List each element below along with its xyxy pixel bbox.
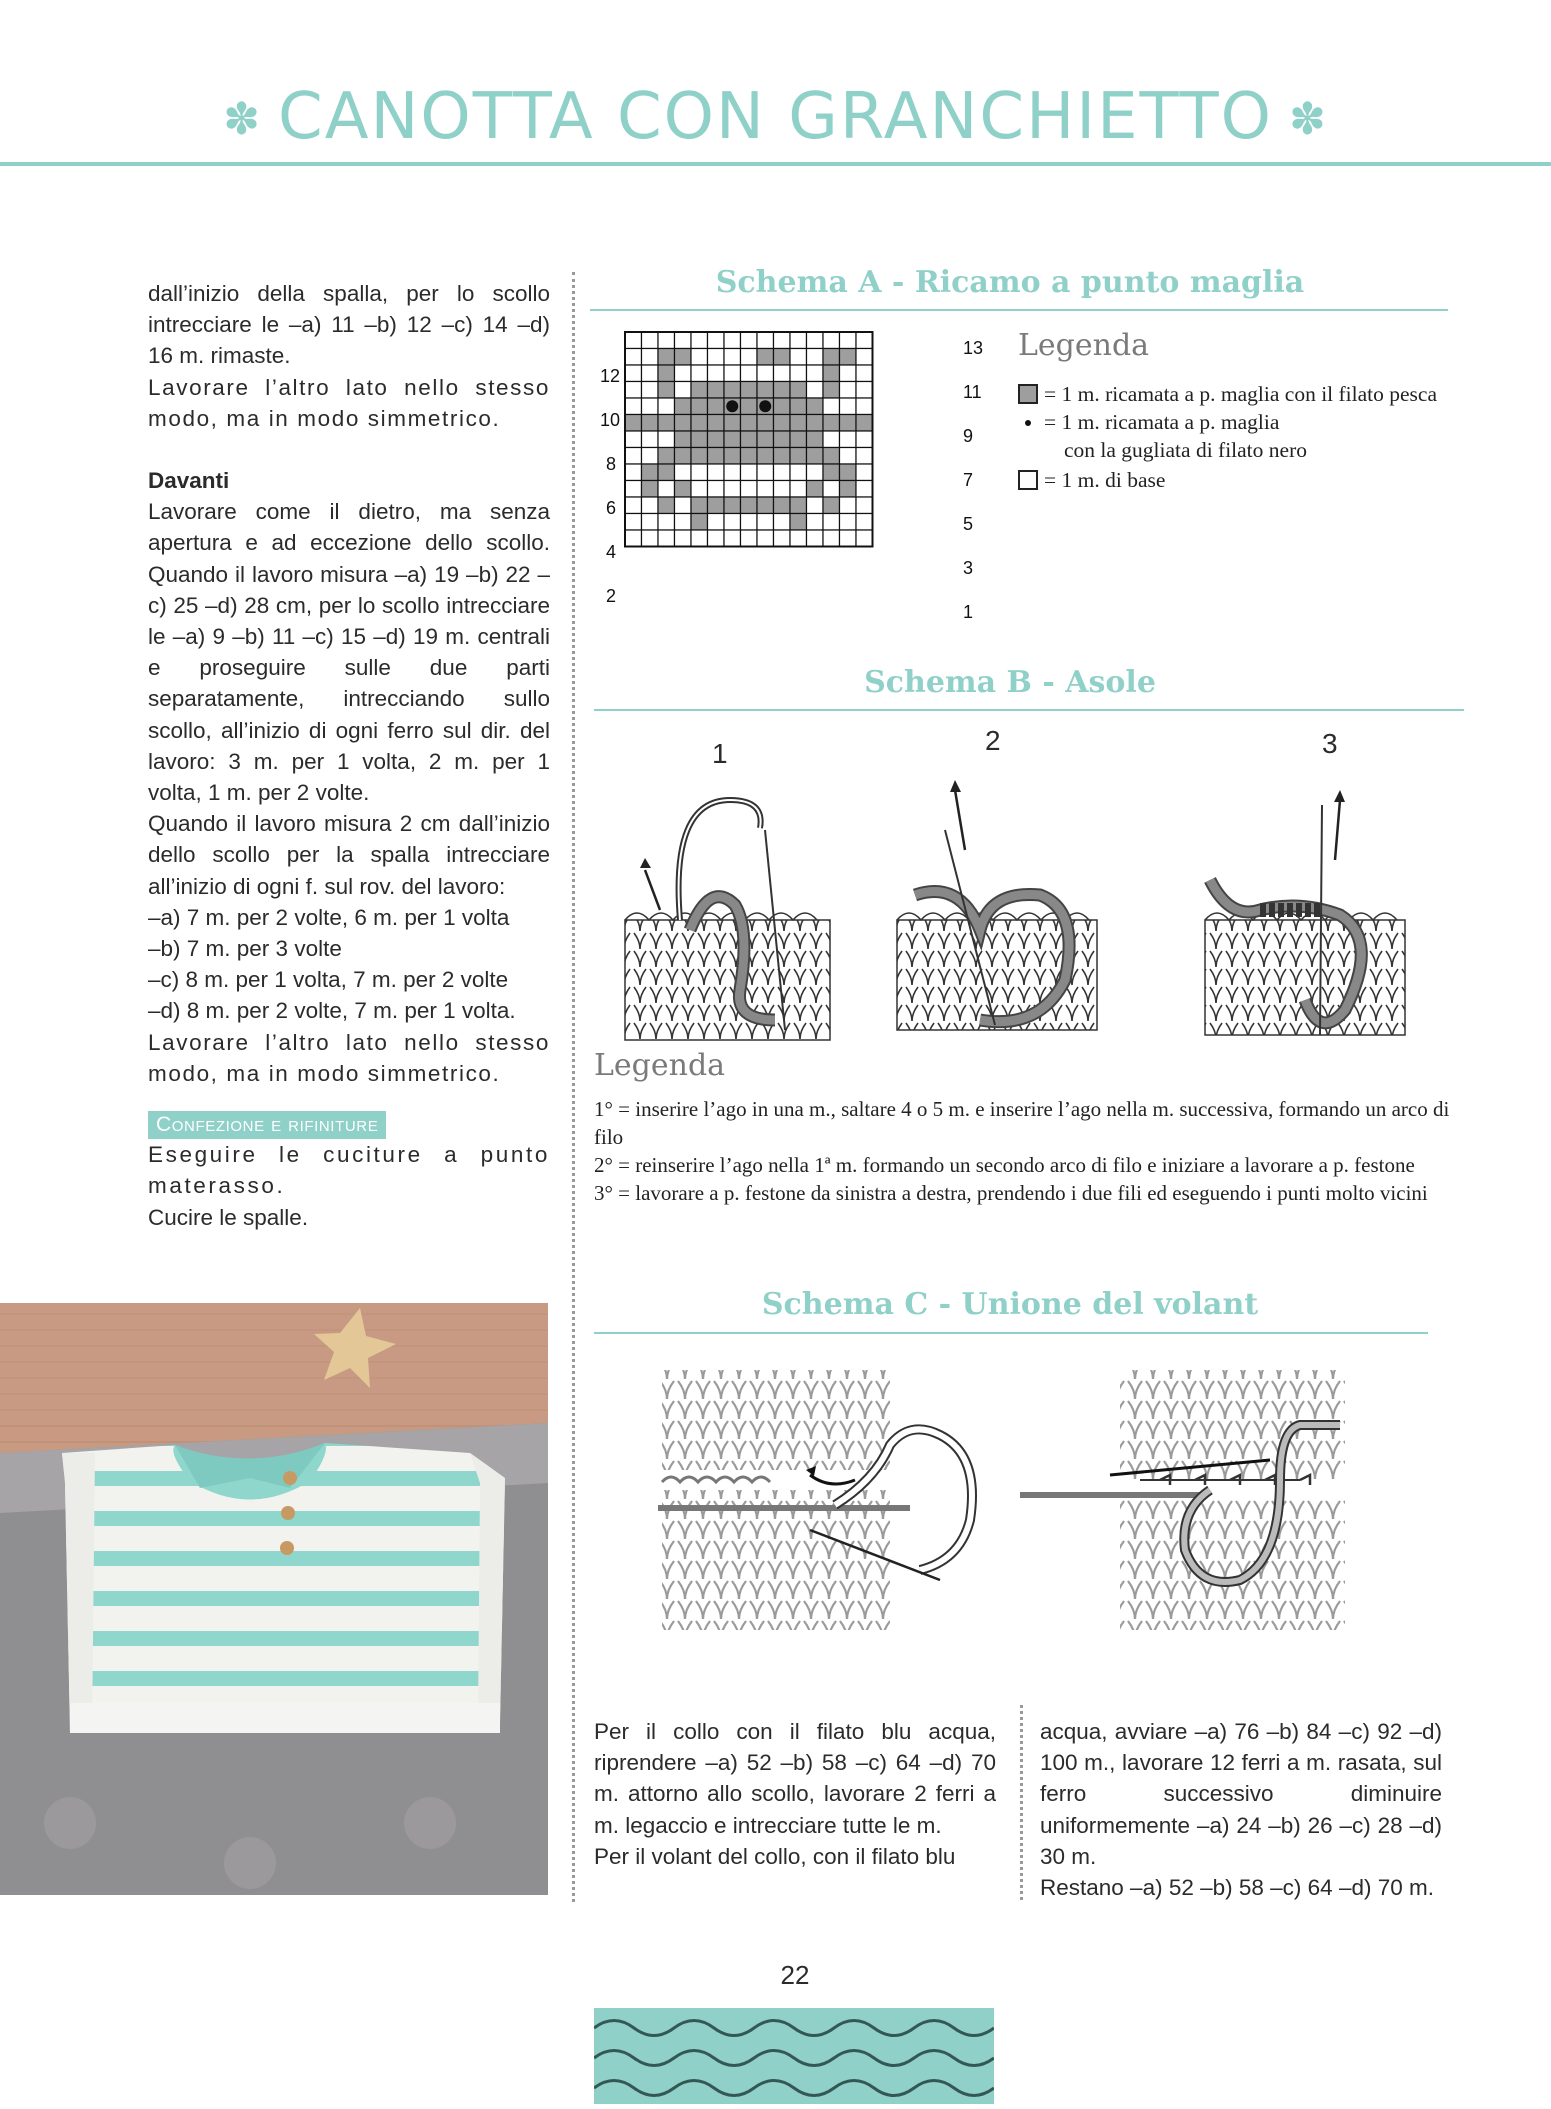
grid-cell	[724, 365, 741, 382]
grid-cell	[724, 464, 741, 481]
grid-cell	[642, 349, 659, 366]
grid-cell	[790, 481, 807, 498]
grid-cell	[691, 349, 708, 366]
grid-cell	[625, 382, 642, 399]
grid-cell	[691, 497, 708, 514]
grid-cell	[823, 398, 840, 415]
paragraph: dall’inizio della spalla, per lo scollo intrecciare le –a) 11 –b) 12 –c) 14 –d) 16 m. rimaste.	[148, 281, 550, 369]
grid-cell	[856, 382, 873, 399]
column-divider	[572, 272, 575, 1902]
grid-cell	[708, 349, 725, 366]
grid-cell	[691, 530, 708, 547]
row-label: 6	[606, 498, 617, 518]
grid-cell	[840, 431, 857, 448]
grid-cell	[807, 530, 824, 547]
grid-cell	[774, 382, 791, 399]
grid-cell	[625, 349, 642, 366]
grid-cell	[708, 448, 725, 465]
grid-cell	[790, 382, 807, 399]
grid-cell	[774, 365, 791, 382]
grid-cell	[658, 332, 675, 349]
grid-cell	[658, 431, 675, 448]
grid-cell	[675, 431, 692, 448]
grid-cell	[790, 349, 807, 366]
grid-cell	[658, 382, 675, 399]
grid-cell	[642, 415, 659, 432]
grid-cell	[807, 481, 824, 498]
grid-cell	[642, 514, 659, 531]
paragraph: Cucire le spalle.	[148, 1204, 309, 1230]
grid-cell	[856, 349, 873, 366]
legend-text: = 1 m. ricamata a p. maglia con il filato pesca	[1044, 382, 1438, 406]
grey-swatch-icon	[1018, 384, 1038, 404]
grid-cell	[856, 431, 873, 448]
schema-b-title: Schema B - Asole	[864, 665, 1156, 700]
grid-cell	[840, 398, 857, 415]
step-1-diagram	[625, 800, 830, 1040]
grid-cell	[741, 382, 758, 399]
paragraph: Per il collo con il filato blu acqua, riprendere –a) 52 –b) 58 –c) 64 –d) 70 m. attorno allo scollo, lavorare 2 ferri a m. legaccio e intrecciare tutte le m.	[594, 1719, 996, 1838]
legend-text: con la gugliata di filato nero	[1064, 438, 1307, 462]
grid-cell	[856, 514, 873, 531]
grid-cell	[724, 382, 741, 399]
grid-cell	[741, 448, 758, 465]
grid-cell	[708, 464, 725, 481]
grid-cell	[790, 464, 807, 481]
column-divider	[1020, 1705, 1023, 1900]
grid-cell	[708, 332, 725, 349]
row-label: 9	[963, 426, 974, 446]
grid-cell	[724, 514, 741, 531]
grid-cell	[741, 481, 758, 498]
grid-cell	[642, 382, 659, 399]
grid-cell	[840, 332, 857, 349]
grid-cell	[708, 415, 725, 432]
grid-cell	[642, 497, 659, 514]
grid-cell	[658, 365, 675, 382]
grid-cell	[741, 415, 758, 432]
grid-cell	[691, 332, 708, 349]
legend-item-dot-cont	[1064, 436, 1307, 464]
grid-cell	[774, 464, 791, 481]
schema-c-title: Schema C - Unione del volant	[761, 1287, 1259, 1322]
row-label: 3	[963, 558, 974, 578]
grid-cell	[724, 448, 741, 465]
eye-dot	[759, 400, 771, 412]
grid-cell	[757, 365, 774, 382]
grid-cell	[823, 481, 840, 498]
legend-item-grey	[1018, 380, 1437, 408]
grid-cell	[840, 464, 857, 481]
grid-cell	[823, 448, 840, 465]
paragraph: Per il volant del collo, con il filato blu	[594, 1843, 956, 1869]
grid-cell	[840, 382, 857, 399]
page-title	[0, 72, 1551, 165]
grid-cell	[823, 365, 840, 382]
join-diagram-right	[1020, 1370, 1345, 1630]
grid-cell	[856, 398, 873, 415]
schema-a-legend-title: Legenda	[1018, 328, 1150, 363]
grid-cell	[840, 365, 857, 382]
grid-cell	[625, 514, 642, 531]
dot-icon	[1018, 412, 1038, 432]
grid-cell	[856, 365, 873, 382]
grid-cell	[658, 448, 675, 465]
paragraph: Quando il lavoro misura 2 cm dall’inizio dello scollo per la spalla intrecciare all’inizio di ogni f. sul rov. del lavoro:	[148, 811, 550, 899]
grid-cell	[691, 448, 708, 465]
grid-cell	[675, 382, 692, 399]
row-label: 10	[600, 410, 621, 430]
step-label: 2	[985, 725, 1001, 756]
ruffle-join-illustration	[640, 1360, 1400, 1640]
paragraph: Lavorare come il dietro, ma senza apertura e ad eccezione dello scollo. Quando il lavoro misura –a) 19 –b) 22 –c) 25 –d) 28 cm, per lo scollo intrecciare le –a) 9 –b) 11 –c) 15 –d) 19 m. centrali e proseguire sulle due parti separatamente, intrecciando sullo scollo, all’inizio di ogni ferro sul dir. del lavoro: 3 m. per 1 volta, 2 m. per 1 volta, 1 m. per 2 volte.	[148, 499, 550, 806]
list-item: –a) 7 m. per 2 volte, 6 m. per 1 volta	[148, 904, 510, 930]
schema-b-rule	[594, 709, 1464, 711]
grid-cell	[757, 464, 774, 481]
grid-cell	[856, 530, 873, 547]
grid-cell	[642, 481, 659, 498]
row-label: 8	[606, 454, 617, 474]
schema-c-rule	[594, 1332, 1428, 1334]
grid-cell	[741, 431, 758, 448]
row-label: 12	[600, 366, 621, 386]
grid-cell	[807, 365, 824, 382]
grid-cell	[741, 497, 758, 514]
legend-text: = 1 m. ricamata a p. maglia	[1044, 410, 1280, 434]
grid-cell	[807, 332, 824, 349]
grid-cell	[757, 514, 774, 531]
bottom-left-text	[594, 1716, 996, 1872]
section-label-confezione: Confezione e rifiniture	[148, 1111, 386, 1139]
legend-item-white	[1018, 466, 1165, 494]
join-diagram-left	[658, 1370, 972, 1630]
grid-cell	[724, 431, 741, 448]
embroidery-grid	[580, 330, 1000, 630]
grid-cell	[807, 349, 824, 366]
grid-cell	[675, 464, 692, 481]
grid-cell	[642, 530, 659, 547]
grid-cell	[642, 431, 659, 448]
grid-cell	[807, 497, 824, 514]
grid-cell	[741, 530, 758, 547]
grid-cell	[675, 349, 692, 366]
buttonhole-diagrams	[600, 770, 1450, 1050]
grid-cell	[691, 481, 708, 498]
grid-cell	[708, 382, 725, 399]
grid-cell	[691, 464, 708, 481]
title-rule	[0, 162, 1551, 166]
grid-cell	[823, 514, 840, 531]
schema-b-legend	[594, 1095, 1454, 1207]
grid-cell	[675, 514, 692, 531]
grid-cell	[823, 530, 840, 547]
grid-cell	[625, 365, 642, 382]
white-swatch-icon	[1018, 470, 1038, 490]
grid-cell	[675, 398, 692, 415]
grid-cell	[675, 530, 692, 547]
knitted-top-photo	[0, 1303, 548, 1895]
grid-cell	[691, 514, 708, 531]
grid-cell	[658, 530, 675, 547]
grid-cell	[708, 481, 725, 498]
grid-cell	[856, 497, 873, 514]
grid-cell	[691, 382, 708, 399]
grid-cell	[708, 530, 725, 547]
grid-cell	[823, 349, 840, 366]
grid-cell	[790, 398, 807, 415]
knit-texture-decoration	[594, 2008, 994, 2104]
schema-a-chart	[580, 330, 1000, 630]
grid-cell	[708, 497, 725, 514]
paragraph: Eseguire le cuciture a punto materasso.	[148, 1142, 550, 1199]
grid-cell	[708, 514, 725, 531]
grid-cell	[840, 481, 857, 498]
grid-cell	[625, 530, 642, 547]
grid-cell	[757, 448, 774, 465]
grid-cell	[774, 332, 791, 349]
grid-cell	[823, 332, 840, 349]
grid-cell	[840, 349, 857, 366]
grid-cell	[757, 481, 774, 498]
row-label: 2	[606, 586, 617, 606]
list-item: –b) 7 m. per 3 volte	[148, 936, 342, 962]
row-label: 7	[963, 470, 974, 490]
grid-cell	[823, 415, 840, 432]
list-item: –d) 8 m. per 2 volte, 7 m. per 1 volta.	[148, 998, 516, 1024]
grid-cell	[658, 415, 675, 432]
product-photo	[0, 1303, 548, 1895]
grid-cell	[757, 349, 774, 366]
grid-cell	[675, 365, 692, 382]
grid-cell	[741, 365, 758, 382]
grid-cell	[790, 530, 807, 547]
grid-cell	[790, 514, 807, 531]
grid-cell	[724, 497, 741, 514]
grid-cell	[840, 514, 857, 531]
grid-cell	[625, 415, 642, 432]
grid-cell	[840, 448, 857, 465]
grid-cell	[774, 530, 791, 547]
grid-cell	[724, 332, 741, 349]
grid-cell	[658, 481, 675, 498]
page-title-text: CANOTTA CON GRANCHIETTO	[278, 80, 1273, 154]
grid-cell	[774, 431, 791, 448]
grid-cell	[691, 398, 708, 415]
grid-cell	[856, 332, 873, 349]
paragraph: Lavorare l’altro lato nello stesso modo, ma in modo simmetrico.	[148, 1029, 550, 1086]
step-2-diagram	[897, 780, 1097, 1030]
grid-cell	[807, 448, 824, 465]
legend-item-dot	[1018, 408, 1279, 436]
grid-cell	[757, 415, 774, 432]
grid-cell	[823, 464, 840, 481]
grid-cell	[807, 398, 824, 415]
grid-cell	[757, 332, 774, 349]
grid-cell	[807, 431, 824, 448]
grid-cell	[807, 415, 824, 432]
grid-cell	[790, 365, 807, 382]
grid-cell	[708, 398, 725, 415]
grid-cell	[625, 481, 642, 498]
grid-cell	[741, 332, 758, 349]
grid-cell	[774, 481, 791, 498]
grid-cell	[625, 398, 642, 415]
row-label: 4	[606, 542, 617, 562]
grid-cell	[741, 349, 758, 366]
grid-cell	[625, 431, 642, 448]
page-number: 22	[780, 1960, 810, 1990]
grid-cell	[658, 398, 675, 415]
grid-cell	[691, 365, 708, 382]
legend-text: = 1 m. di base	[1044, 468, 1166, 492]
grid-cell	[741, 514, 758, 531]
grid-cell	[774, 349, 791, 366]
flower-ornament-icon: ✽	[1288, 94, 1328, 146]
grid-cell	[658, 497, 675, 514]
grid-cell	[757, 382, 774, 399]
flower-ornament-icon: ✽	[223, 94, 263, 146]
grid-cell	[708, 431, 725, 448]
grid-cell	[724, 415, 741, 432]
grid-cell	[757, 530, 774, 547]
grid-cell	[675, 497, 692, 514]
grid-cell	[757, 497, 774, 514]
grid-cell	[625, 332, 642, 349]
grid-cell	[823, 382, 840, 399]
grid-cell	[691, 415, 708, 432]
row-label: 11	[963, 382, 982, 402]
left-column	[148, 278, 550, 1233]
grid-cell	[642, 464, 659, 481]
row-label: 1	[963, 602, 974, 622]
legend-step-2: 2° = reinserire l’ago nella 1ª m. formando un secondo arco di filo e iniziare a lavorare a p. festone	[594, 1153, 1415, 1177]
paragraph: Restano –a) 52 –b) 58 –c) 64 –d) 70 m.	[1040, 1875, 1434, 1901]
grid-cell	[856, 415, 873, 432]
grid-cell	[774, 497, 791, 514]
grid-cell	[790, 332, 807, 349]
grid-cell	[658, 464, 675, 481]
row-label: 5	[963, 514, 974, 534]
legend-step-3: 3° = lavorare a p. festone da sinistra a destra, prendendo i due fili ed eseguendo i punti molto vicini	[594, 1181, 1428, 1205]
decorative-band	[594, 2008, 994, 2104]
schema-b-legend-title: Legenda	[594, 1048, 726, 1083]
ruffle-join-diagrams	[640, 1360, 1400, 1640]
grid-cell	[642, 448, 659, 465]
grid-cell	[840, 415, 857, 432]
paragraph: acqua, avviare –a) 76 –b) 84 –c) 92 –d) 100 m., lavorare 12 ferri a m. rasata, sul ferro successivo diminuire uniformemente –a) 24 –b) 26 –c) 28 –d) 30 m.	[1040, 1719, 1442, 1869]
grid-cell	[625, 497, 642, 514]
grid-cell	[642, 398, 659, 415]
grid-cell	[790, 448, 807, 465]
grid-cell	[724, 349, 741, 366]
grid-cell	[790, 431, 807, 448]
grid-cell	[823, 431, 840, 448]
grid-cell	[658, 349, 675, 366]
grid-cell	[790, 497, 807, 514]
schema-a-rule	[590, 309, 1448, 311]
grid-cell	[807, 382, 824, 399]
grid-cell	[790, 415, 807, 432]
legend-step-1: 1° = inserire l’ago in una m., saltare 4 o 5 m. e inserire l’ago nella m. successiva, formando un arco di filo	[594, 1097, 1450, 1149]
list-item: –c) 8 m. per 1 volta, 7 m. per 2 volte	[148, 967, 509, 993]
grid-cell	[642, 332, 659, 349]
grid-cell	[658, 514, 675, 531]
grid-cell	[675, 448, 692, 465]
bottom-right-text	[1040, 1716, 1442, 1903]
grid-cell	[856, 481, 873, 498]
grid-cell	[675, 481, 692, 498]
grid-cell	[625, 464, 642, 481]
grid-cell	[757, 431, 774, 448]
grid-cell	[774, 514, 791, 531]
grid-cell	[741, 464, 758, 481]
grid-cell	[642, 365, 659, 382]
step-label: 1	[712, 738, 728, 769]
grid-cell	[625, 448, 642, 465]
paragraph: Lavorare l’altro lato nello stesso modo, ma in modo simmetrico.	[148, 374, 550, 431]
grid-cell	[856, 464, 873, 481]
grid-cell	[823, 497, 840, 514]
grid-cell	[774, 448, 791, 465]
step-3-diagram	[1205, 790, 1405, 1035]
grid-cell	[807, 464, 824, 481]
schema-a-title: Schema A - Ricamo a punto maglia	[715, 265, 1305, 300]
step-label: 3	[1322, 728, 1338, 759]
grid-cell	[840, 530, 857, 547]
eye-dot	[726, 400, 738, 412]
section-heading-davanti: Davanti	[148, 468, 230, 494]
grid-cell	[675, 332, 692, 349]
grid-cell	[774, 398, 791, 415]
grid-cell	[807, 514, 824, 531]
grid-cell	[840, 497, 857, 514]
grid-cell	[691, 431, 708, 448]
grid-cell	[675, 415, 692, 432]
row-label: 13	[963, 338, 984, 358]
grid-cell	[724, 481, 741, 498]
grid-cell	[741, 398, 758, 415]
buttonhole-steps-illustration	[600, 770, 1450, 1050]
grid-cell	[708, 365, 725, 382]
grid-cell	[774, 415, 791, 432]
grid-cell	[856, 448, 873, 465]
grid-cell	[724, 530, 741, 547]
